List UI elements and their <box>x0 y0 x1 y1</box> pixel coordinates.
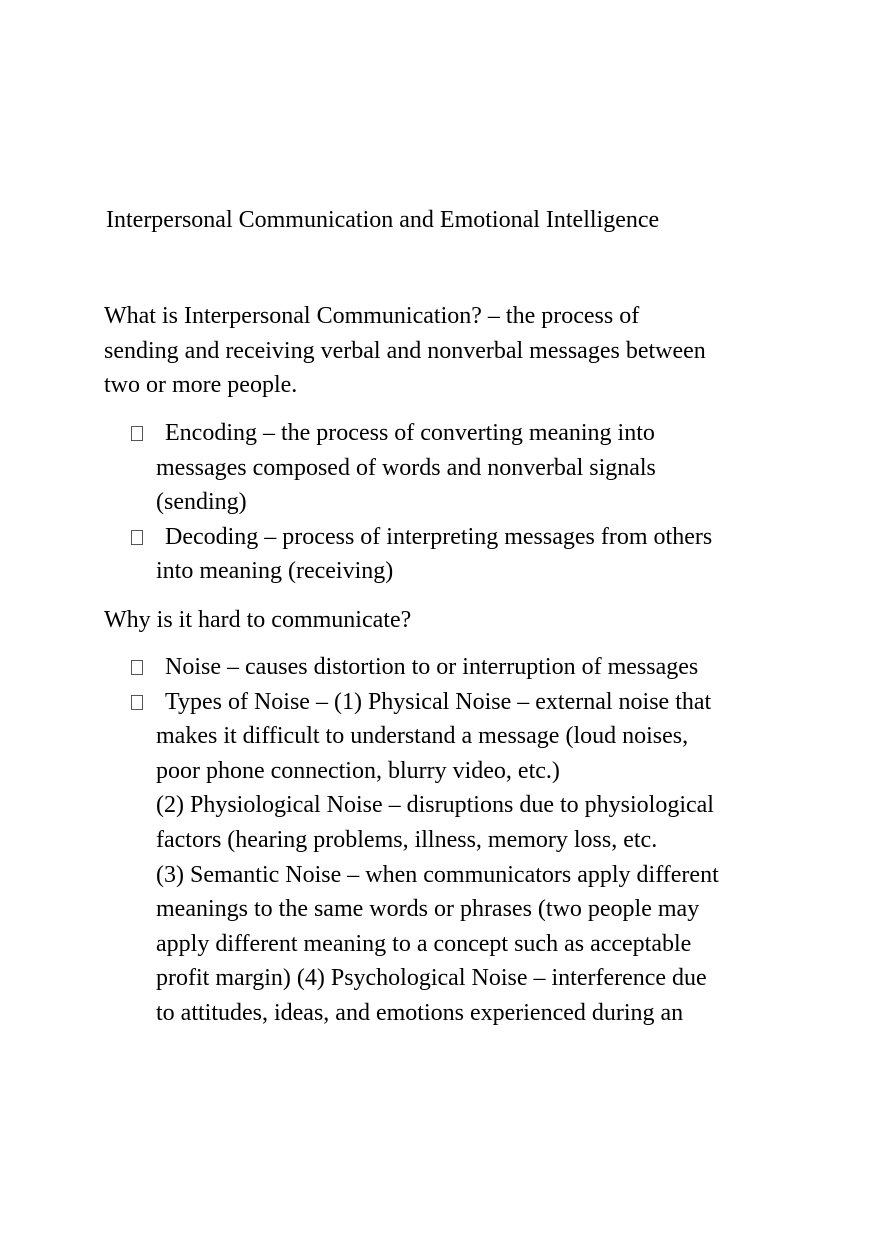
list-item-line: into meaning (receiving) <box>156 558 394 585</box>
list-item-line: meanings to the same words or phrases (two people may <box>156 896 700 923</box>
intro-line: sending and receiving verbal and nonverbal messages between <box>104 337 706 364</box>
list-item-line: to attitudes, ideas, and emotions experienced during an <box>156 999 684 1026</box>
list-item-encoding <box>104 416 804 520</box>
list-item-line: Decoding – process of interpreting messages from others <box>165 523 713 550</box>
bullet-box-icon <box>131 660 143 675</box>
bullet-box-icon <box>131 695 143 710</box>
list-item-line: poor phone connection, blurry video, etc.) <box>156 757 560 784</box>
list-item-line: (3) Semantic Noise – when communicators apply different <box>156 861 719 888</box>
intro-line: What is Interpersonal Communication? – the process of <box>104 303 640 329</box>
list-item-line: Encoding – the process of converting meaning into <box>165 420 655 446</box>
list-item-line: factors (hearing problems, illness, memory loss, etc. <box>156 826 658 853</box>
intro-paragraph <box>104 299 784 403</box>
list-item-decoding <box>104 520 804 589</box>
list-item-line: (2) Physiological Noise – disruptions due to physiological <box>156 792 714 819</box>
noise-list <box>104 650 804 1031</box>
question-line: Why is it hard to communicate? <box>104 607 412 633</box>
list-item-line: profit margin) (4) Psychological Noise – interference due <box>156 965 707 992</box>
section-question <box>104 603 784 638</box>
bullet-box-icon <box>131 426 143 441</box>
communication-process-list <box>104 416 804 589</box>
list-item-noise <box>104 650 804 685</box>
intro-line: two or more people. <box>104 372 298 399</box>
list-item-line: Noise – causes distortion to or interruption of messages <box>165 654 699 680</box>
list-item-line: Types of Noise – (1) Physical Noise – external noise that <box>165 688 712 715</box>
list-item-line: (sending) <box>156 489 247 516</box>
list-item-line: messages composed of words and nonverbal signals <box>156 454 656 481</box>
list-item-line: apply different meaning to a concept such as acceptable <box>156 930 692 957</box>
bullet-box-icon <box>131 530 143 545</box>
list-item-line: makes it difficult to understand a message (loud noises, <box>156 723 689 750</box>
list-item-types-of-noise <box>104 685 804 1031</box>
document-title: Interpersonal Communication and Emotional Intelligence <box>106 207 660 233</box>
